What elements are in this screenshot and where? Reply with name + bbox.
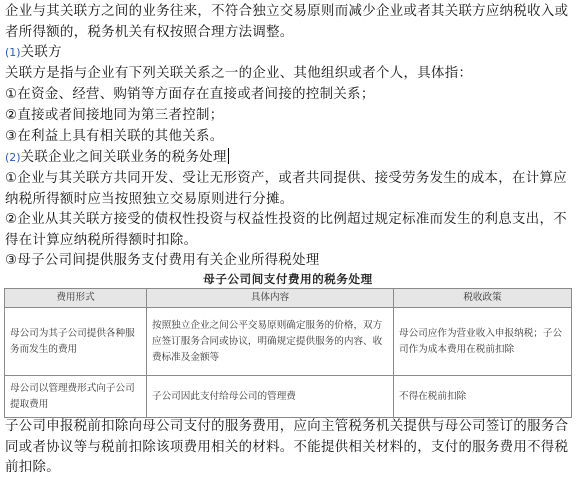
table-cell: 按照独立企业之间公平交易原则确定服务的价格，双方应签订服务合同或协议，明确规定提供服务的内容、收费标准及金额等 <box>147 308 394 376</box>
table-cell: 母公司为其子公司提供各种服务而发生的费用 <box>5 308 147 376</box>
table-cell: 母公司应作为营业收入申报纳税；子公司作为成本费用在税前扣除 <box>394 308 572 376</box>
rule-1-paragraph: ①企业与其关联方共同开发、受让无形资产，或者共同提供、接受劳务发生的成本，在计算应纳税所得额时应当按照独立交易原则进行分摊。 <box>5 171 567 207</box>
column-header: 具体内容 <box>147 289 394 308</box>
table-row <box>5 308 572 376</box>
heading-related-parties <box>5 43 571 64</box>
heading-marker: (1) <box>5 46 21 59</box>
table-cell: 母公司以管理费形式向子公司提取费用 <box>5 376 147 418</box>
footer-paragraph: 子公司申报税前扣除向母公司支付的服务费用，应向主管税务机关提供与母公司签订的服务合同或者协议等与税前扣除该项费用相关的材料。不能提供相关材料的，支付的服务费用不得税前扣除。 <box>5 419 569 476</box>
table-cell: 不得在税前扣除 <box>394 376 572 418</box>
heading-marker: (2) <box>5 151 21 164</box>
column-header: 费用形式 <box>5 289 147 308</box>
column-header: 税收政策 <box>394 289 572 308</box>
heading-text: 关联企业之间关联业务的税务处理 <box>20 150 227 165</box>
rule-2-paragraph: ②企业从其关联方接受的债权性投资与权益性投资的比例超过规定标准而发生的利息支出，不得在计算应纳税所得额时扣除。 <box>5 212 567 248</box>
fee-tax-table <box>4 288 572 418</box>
table-cell: 子公司因此支付给母公司的管理费 <box>147 376 394 418</box>
table-header-row <box>5 289 572 308</box>
item-1: ①在资金、经营、购销等方面存在直接或者间接的控制关系； <box>5 87 375 102</box>
table-caption: 母子公司间支付费用的税务处理 <box>203 272 373 286</box>
intro-paragraph: 企业与其关联方之间的业务往来，不符合独立交易原则而减少企业或者其关联方应纳税收入或者所得额的，税务机关有权按照合理方法调整。 <box>5 4 569 40</box>
table-row <box>5 376 572 418</box>
rule-3-paragraph: ③母子公司间提供服务支付费用有关企业所得税处理 <box>5 253 320 268</box>
text-cursor <box>228 148 229 164</box>
heading-tax-treatment <box>5 148 571 169</box>
item-3: ③在利益上具有相关联的其他关系。 <box>5 129 224 144</box>
definition-paragraph: 关联方是指与企业有下列关联关系之一的企业、其他组织或者个人，具体指： <box>5 66 473 81</box>
item-2: ②直接或者间接地同为第三者控制； <box>5 108 224 123</box>
heading-text: 关联方 <box>20 45 62 60</box>
